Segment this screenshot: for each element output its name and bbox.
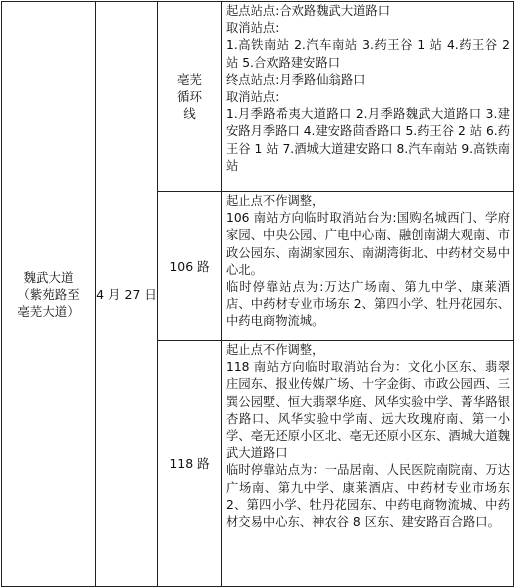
route-detail-cell: [222, 341, 514, 587]
road-range-start: （紫苑路至: [17, 286, 80, 302]
detail-paragraph: 起止点不作调整，: [226, 194, 325, 208]
detail-paragraph: 1.高铁南站 2.汽车南站 3.药王谷 1 站 4.药王谷 2 站 5.合欢路建安路口: [226, 38, 510, 70]
detail-paragraph: 终点站点:月季路仙翁路口: [226, 72, 366, 87]
route-name-line: 线: [183, 106, 196, 121]
route-name-cell: [158, 2, 222, 192]
detail-paragraph: 起止点不作调整，: [226, 343, 325, 357]
route-detail-cell: [222, 2, 514, 192]
detail-paragraph: 临时停靠站点为：一品居南、人民医院南院南、万达广场南、第九中学、康莱酒店、中药材专业市场东 2、第四小学、牡丹花园东、中药电商物流城、中药材交易中心东、神农谷 8 区东、建安路百合路口。: [226, 463, 510, 530]
effective-date: 4 月 27 日: [96, 287, 157, 302]
road-range-end: 亳芜大道）: [17, 303, 80, 319]
route-name-line: 循环: [176, 89, 202, 104]
detail-paragraph: 106 南站方向临时取消站台为:国购名城西门、学府家园、中央公园、广电中心南、融创南湖大观南、市政公园东、南湖家园东、南湖湾街北、中药材交易中心北。: [226, 211, 510, 277]
route-name-cell: [158, 341, 222, 587]
date-cell: [96, 2, 158, 587]
detail-paragraph: 118 南站方向临时取消站台为：文化小区东、翡翠庄园东、报业传媒广场、十字金街、市政公园西、三巽公园墅、恒大翡翠华庭、风华实验中学、菁华路银杏路口、风华实验中学南、远大玫瑰府南、第一小学、亳无还原小区北、亳无还原小区东、酒城大道魏武大道路口: [226, 360, 510, 461]
detail-paragraph: 取消站点:: [226, 90, 280, 105]
detail-paragraph: 临时停靠站点为:万达广场南、第九中学、康莱酒店、中药材专业市场东 2、第四小学、牡丹花园东、中药电商物流城。: [226, 280, 510, 329]
road-section-cell: [2, 2, 96, 587]
route-adjustment-table: [1, 1, 514, 587]
route-detail-cell: [222, 192, 514, 341]
detail-paragraph: 取消站点:: [226, 21, 280, 36]
detail-paragraph: 1.月季路希夷大道路口 2.月季路魏武大道路口 3.建安路月季路口 4.建安路茴香路口 5.药王谷 2 站 6.药王谷 1 站 7.酒城大道建安路口 8.汽车南站 9.高铁南站: [226, 107, 510, 173]
route-name: 118 路: [169, 456, 210, 471]
table-row: [2, 2, 514, 192]
route-name-cell: [158, 192, 222, 341]
route-name: 106 路: [169, 258, 210, 274]
route-name-line: 亳芜: [176, 72, 202, 87]
detail-paragraph: 起点站点:合欢路魏武大道路口: [226, 4, 391, 18]
road-name: 魏武大道: [23, 269, 74, 285]
